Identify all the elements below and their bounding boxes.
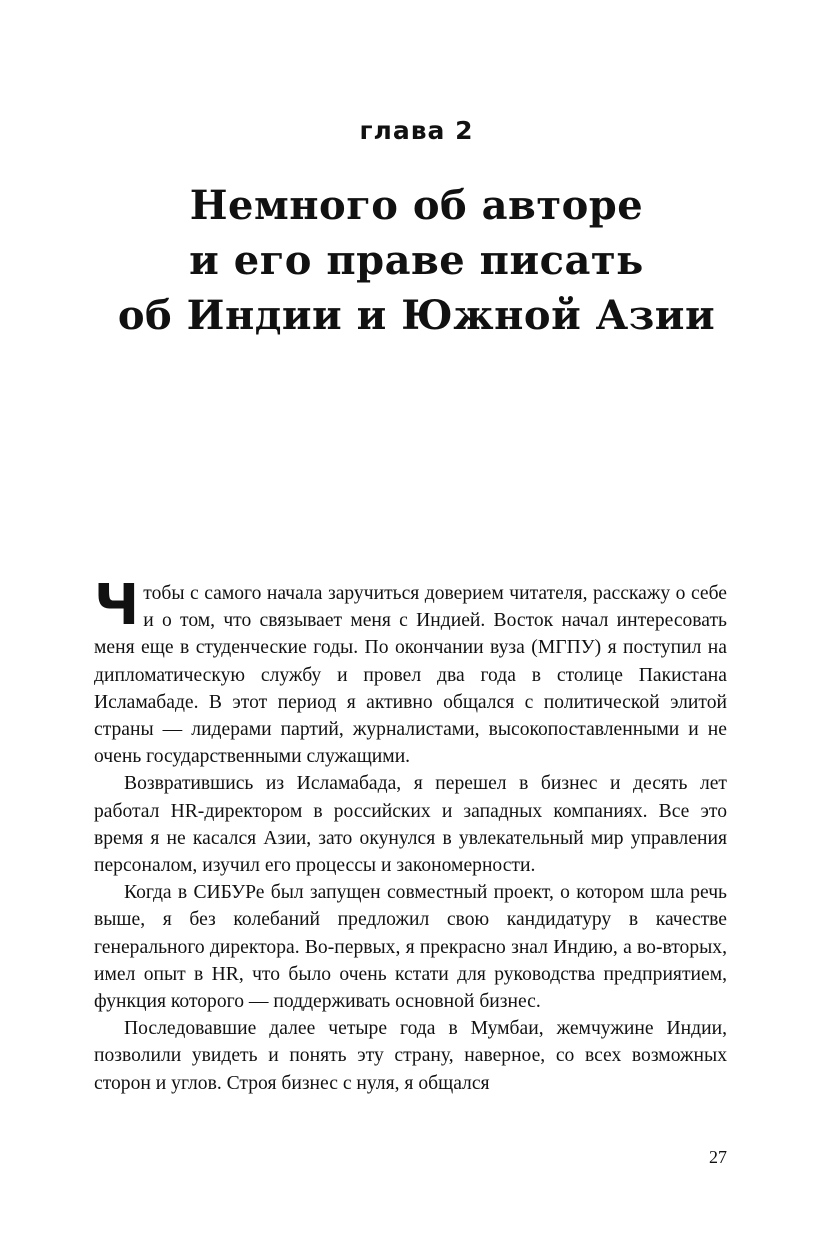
page-number: 27 [709, 1147, 727, 1167]
paragraph: Когда в СИБУРе был запущен совместный проект, о котором шла речь выше, я без колебаний предложил свою кандидатуру в качестве генерального директора. Во-первых, я прекрасно знал Индию, а во-вторых, имел опыт в HR, что было очень кстати для руководства предприятием, функция которого — поддерживать основной бизнес. [94, 882, 727, 1013]
chapter-title-line: об Индии и Южной Азии [117, 292, 716, 339]
paragraph-text: тобы с самого начала заручиться доверием читателя, расскажу о себе и о том, что связывает меня с Индией. Восток начал интересовать меня еще в студенческие годы. По окончании вуза (МГПУ) я поступил на дипломатическую службу и провел два года в столице Пакистана Исламабаде. В этот период я активно общался с политической элитой страны — лидерами партий, журналистами, высокопоставленными и не очень государственными служащими. [94, 583, 727, 768]
chapter-label: глава 2 [359, 116, 474, 145]
paragraph: Возвратившись из Исламабада, я перешел в бизнес и десять лет работал HR-директором в российских и западных компаниях. Все это время я не касался Азии, зато окунулся в увлекательный мир управления персоналом, изучил его процессы и закономерности. [94, 773, 727, 877]
chapter-title-line: Немного об авторе [189, 182, 644, 229]
paragraph: Последовавшие далее четыре года в Мумбаи, жемчужине Индии, позволили увидеть и понять эту страну, наверное, со всех возможных сторон и углов. Строя бизнес с нуля, я общался [94, 1018, 727, 1094]
chapter-title [60, 178, 773, 343]
chapter-body [94, 573, 727, 1097]
chapter-title-line: и его праве писать [189, 237, 644, 284]
paragraph [94, 573, 727, 770]
drop-cap: Ч [94, 573, 140, 638]
